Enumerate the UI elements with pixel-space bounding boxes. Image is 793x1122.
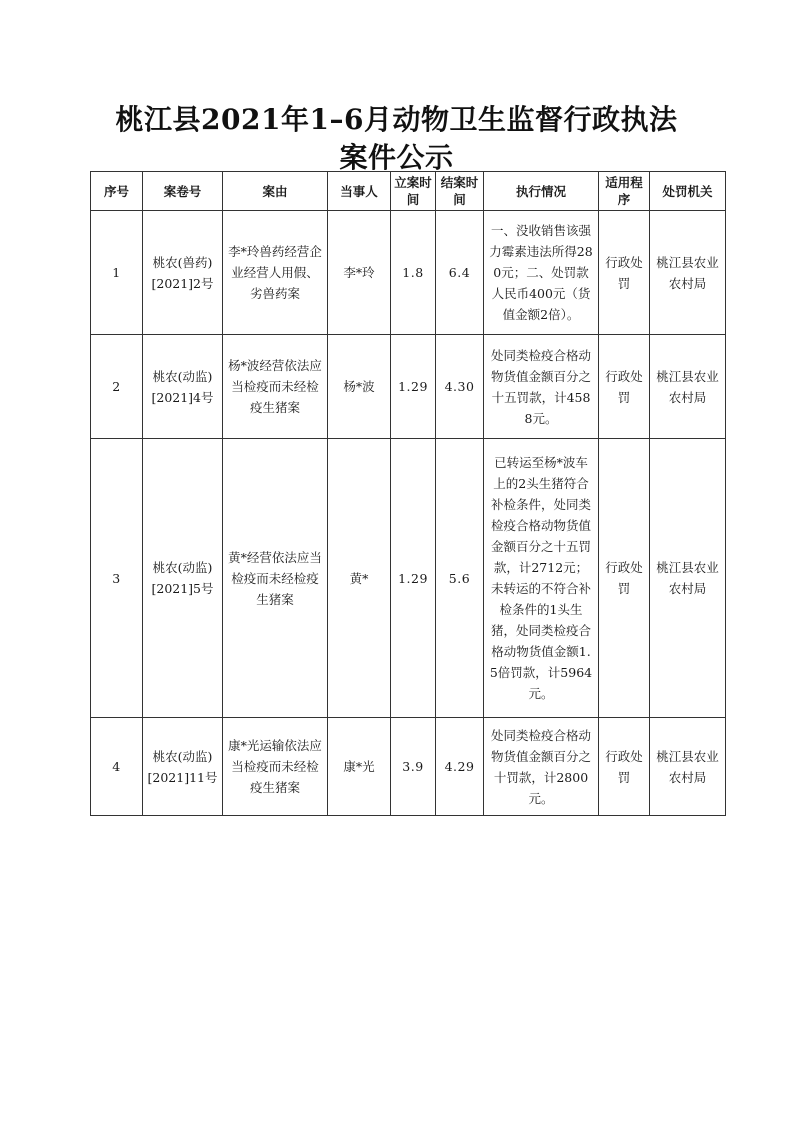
- case-table: [90, 171, 726, 816]
- cell-party: 康*光: [328, 718, 391, 816]
- cell-authority: 桃江县农业农村局: [650, 439, 726, 718]
- cell-seq: 4: [91, 718, 143, 816]
- cell-case-no: 桃农(动监)[2021]5号: [143, 439, 223, 718]
- header-case-no: 案卷号: [143, 172, 223, 211]
- table-row: [91, 211, 726, 335]
- cell-seq: 2: [91, 335, 143, 439]
- header-seq: 序号: [91, 172, 143, 211]
- cell-procedure: 行政处罚: [599, 335, 650, 439]
- cell-closed: 5.6: [436, 439, 484, 718]
- cell-procedure: 行政处罚: [599, 718, 650, 816]
- cell-case-no: 桃农(动监)[2021]11号: [143, 718, 223, 816]
- header-procedure: 适用程序: [599, 172, 650, 211]
- header-authority: 处罚机关: [650, 172, 726, 211]
- cell-seq: 3: [91, 439, 143, 718]
- cell-party: 黄*: [328, 439, 391, 718]
- cell-case-no: 桃农(动监)[2021]4号: [143, 335, 223, 439]
- table-row: [91, 335, 726, 439]
- cell-authority: 桃江县农业农村局: [650, 718, 726, 816]
- cell-execution: 一、没收销售该强力霉素违法所得280元；二、处罚款人民币400元（货值金额2倍）。: [484, 211, 599, 335]
- cell-procedure: 行政处罚: [599, 211, 650, 335]
- header-row: [91, 172, 726, 211]
- cell-execution: 处同类检疫合格动物货值金额百分之十五罚款，计4588元。: [484, 335, 599, 439]
- cell-seq: 1: [91, 211, 143, 335]
- cell-cause: 李*玲兽药经营企业经营人用假、劣兽药案: [223, 211, 328, 335]
- cell-procedure: 行政处罚: [599, 439, 650, 718]
- document-title: 桃江县2021年1–6月动物卫生监督行政执法: [115, 103, 678, 136]
- header-party: 当事人: [328, 172, 391, 211]
- header-closed: 结案时间: [436, 172, 484, 211]
- cell-party: 李*玲: [328, 211, 391, 335]
- table-row: [91, 439, 726, 718]
- document-subtitle: 案件公示: [339, 141, 454, 174]
- cell-filed: 1.29: [391, 335, 436, 439]
- cell-filed: 1.29: [391, 439, 436, 718]
- cell-party: 杨*波: [328, 335, 391, 439]
- cell-case-no: 桃农(兽药)[2021]2号: [143, 211, 223, 335]
- header-filed: 立案时间: [391, 172, 436, 211]
- header-execution: 执行情况: [484, 172, 599, 211]
- header-cause: 案由: [223, 172, 328, 211]
- cell-execution: 处同类检疫合格动物货值金额百分之十罚款，计2800元。: [484, 718, 599, 816]
- cell-cause: 康*光运输依法应当检疫而未经检疫生猪案: [223, 718, 328, 816]
- cell-filed: 3.9: [391, 718, 436, 816]
- cell-authority: 桃江县农业农村局: [650, 335, 726, 439]
- cell-closed: 4.29: [436, 718, 484, 816]
- cell-cause: 黄*经营依法应当检疫而未经检疫生猪案: [223, 439, 328, 718]
- table-row: [91, 718, 726, 816]
- cell-closed: 4.30: [436, 335, 484, 439]
- cell-authority: 桃江县农业农村局: [650, 211, 726, 335]
- cell-filed: 1.8: [391, 211, 436, 335]
- cell-execution: 已转运至杨*波车上的2头生猪符合补检条件，处同类检疫合格动物货值金额百分之十五罚款，计2712元；未转运的不符合补检条件的1头生猪，处同类检疫合格动物货值金额1.5倍罚款，计5964元。: [484, 439, 599, 718]
- cell-cause: 杨*波经营依法应当检疫而未经检疫生猪案: [223, 335, 328, 439]
- cell-closed: 6.4: [436, 211, 484, 335]
